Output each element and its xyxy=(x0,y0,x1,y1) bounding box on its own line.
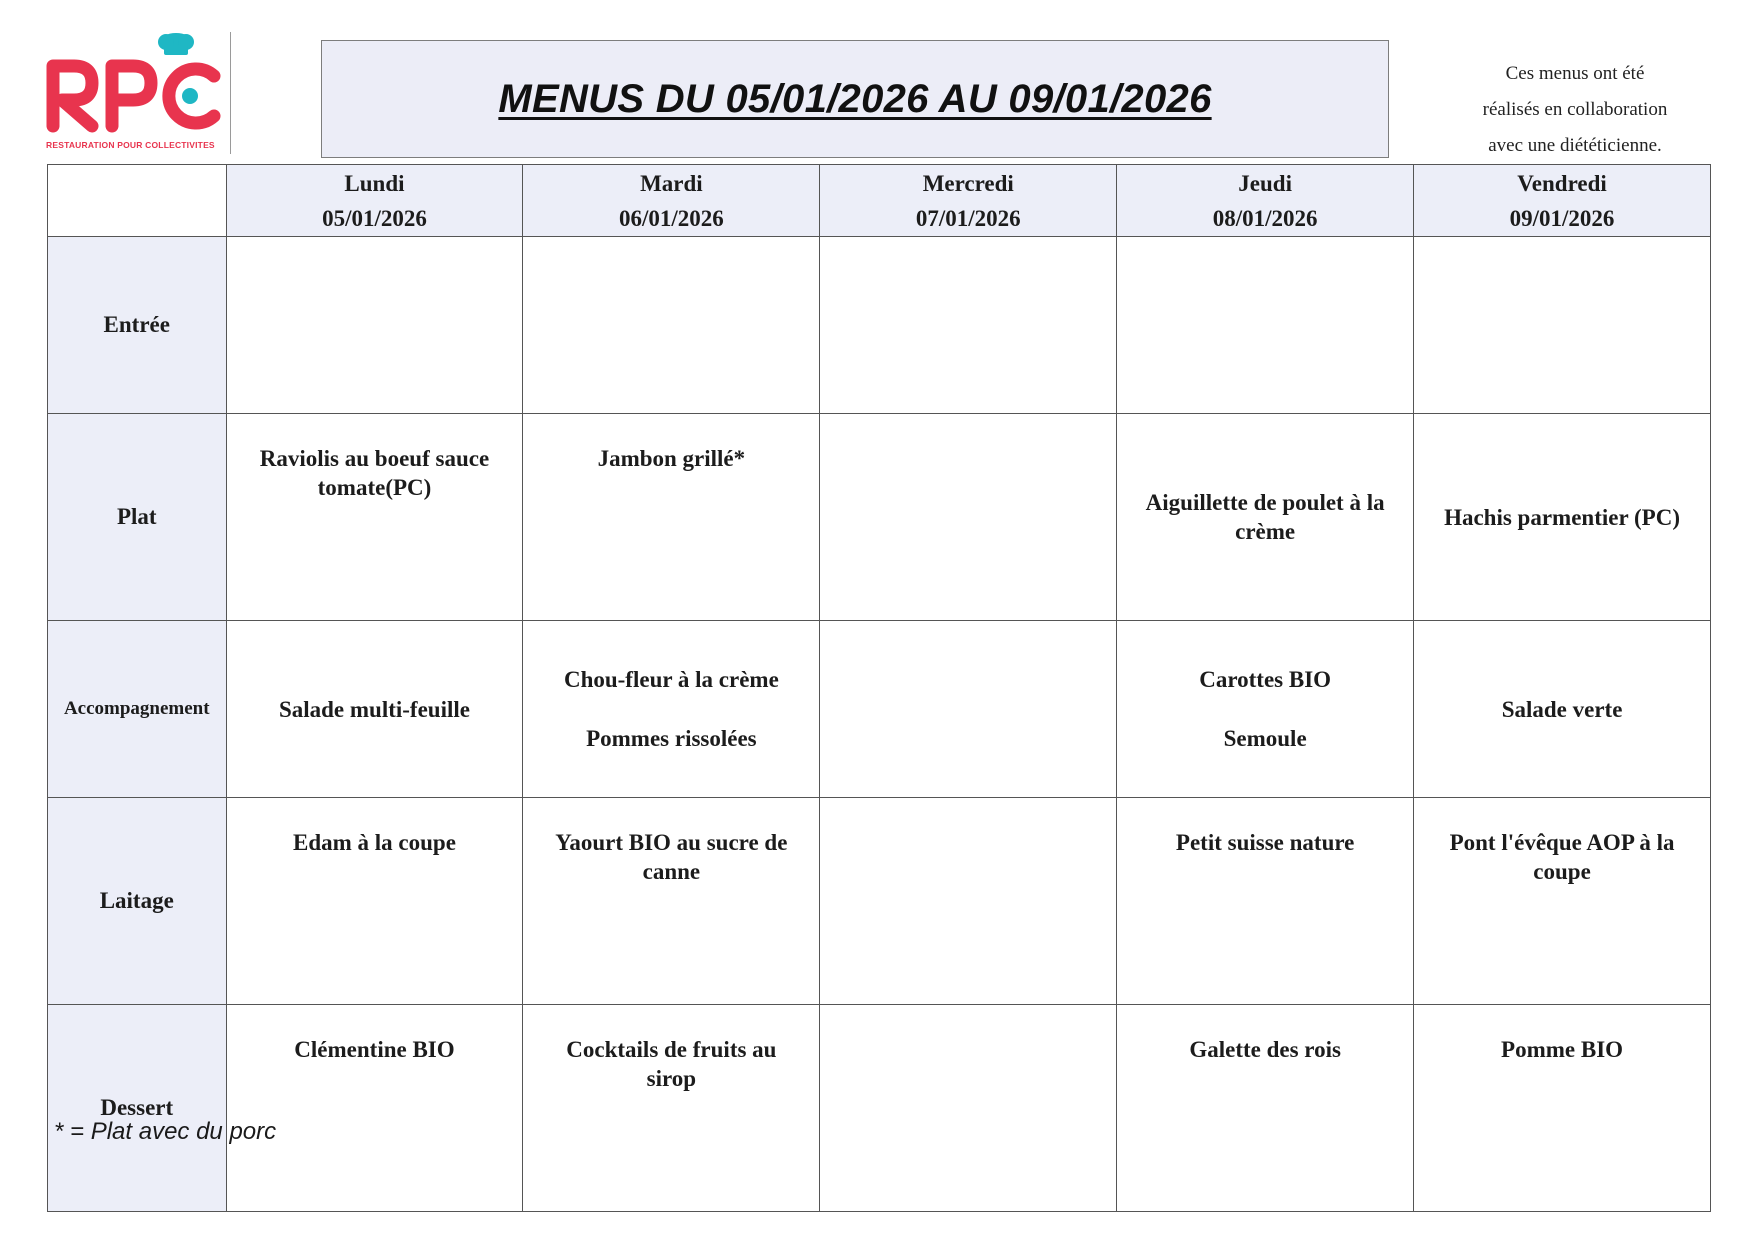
row-label-laitage: Laitage xyxy=(48,798,227,1005)
dish-line: Jambon grillé* xyxy=(597,446,746,471)
logo-subtitle: RESTAURATION POUR COLLECTIVITES xyxy=(46,140,215,150)
dessert-vendredi xyxy=(1414,1005,1711,1212)
dish-line: coupe xyxy=(1533,859,1591,884)
chef-hat-icon xyxy=(158,33,194,55)
dessert-jeudi xyxy=(1117,1005,1414,1212)
dietitian-note xyxy=(1430,56,1720,164)
plat-mardi xyxy=(523,414,820,621)
plat-lundi xyxy=(226,414,523,621)
dessert-mercredi xyxy=(820,1005,1117,1212)
accompagnement-jeudi xyxy=(1117,621,1414,798)
dish-line: Edam à la coupe xyxy=(293,830,456,855)
day-name: Mercredi xyxy=(922,171,1014,196)
logo-letter-r xyxy=(53,66,92,126)
laitage-mercredi xyxy=(820,798,1117,1005)
logo-letter-p xyxy=(112,66,151,126)
menu-table xyxy=(47,164,1711,1212)
day-header-mercredi xyxy=(820,165,1117,237)
day-header-lundi xyxy=(226,165,523,237)
dish-line: Salade multi-feuille xyxy=(278,696,470,722)
day-name: Vendredi xyxy=(1517,171,1607,196)
day-name: Mardi xyxy=(640,171,703,196)
dish-line: Semoule xyxy=(1223,726,1307,751)
dish-line: Aiguillette de poulet à la xyxy=(1145,490,1385,515)
row-label-accompagnement: Accompagnement xyxy=(48,621,227,798)
row-laitage xyxy=(48,798,1711,1005)
dish-line: Galette des rois xyxy=(1189,1037,1341,1062)
entree-vendredi xyxy=(1414,237,1711,414)
entree-mercredi xyxy=(820,237,1117,414)
row-label-dessert: Dessert xyxy=(48,1005,227,1212)
plat-vendredi xyxy=(1414,414,1711,621)
dish-line: canne xyxy=(642,859,701,884)
dietitian-note-line-3: avec une diététicienne. xyxy=(1488,135,1662,156)
day-name: Jeudi xyxy=(1238,171,1292,196)
dish-line: Yaourt BIO au sucre de xyxy=(555,830,788,855)
row-entree xyxy=(48,237,1711,414)
day-header-mardi xyxy=(523,165,820,237)
dietitian-note-line-2: réalisés en collaboration xyxy=(1482,99,1668,120)
dish-line: tomate(PC) xyxy=(317,475,432,500)
dish-line: Pommes rissolées xyxy=(586,726,757,751)
dish-line: Raviolis au boeuf sauce xyxy=(259,446,490,471)
dessert-lundi xyxy=(226,1005,523,1212)
dietitian-note-line-1: Ces menus ont été xyxy=(1505,63,1645,84)
row-dessert xyxy=(48,1005,1711,1212)
dish-line: Clémentine BIO xyxy=(294,1037,455,1062)
line-gap xyxy=(1127,694,1403,724)
page-title: MENUS DU 05/01/2026 AU 09/01/2026 xyxy=(498,76,1212,121)
rpc-logo-mark xyxy=(44,32,228,136)
entree-jeudi xyxy=(1117,237,1414,414)
dish-line: crème xyxy=(1235,519,1296,544)
row-label-entree: Entrée xyxy=(48,237,227,414)
pork-footnote: * = Plat avec du porc xyxy=(54,1118,277,1145)
dish-line: Hachis parmentier (PC) xyxy=(1444,504,1680,530)
day-name: Lundi xyxy=(344,171,405,196)
day-date: 09/01/2026 xyxy=(1509,206,1615,231)
accompagnement-mardi xyxy=(523,621,820,798)
day-header-jeudi xyxy=(1117,165,1414,237)
accompagnement-lundi xyxy=(226,621,523,798)
row-accompagnement xyxy=(48,621,1711,798)
entree-mardi xyxy=(523,237,820,414)
plat-jeudi xyxy=(1117,414,1414,621)
dish-line: Cocktails de fruits au xyxy=(566,1037,777,1062)
logo-letter-c xyxy=(169,69,214,123)
dish-line: Pont l'évêque AOP à la xyxy=(1449,830,1675,855)
day-header-vendredi xyxy=(1414,165,1711,237)
day-date: 08/01/2026 xyxy=(1212,206,1318,231)
row-plat xyxy=(48,414,1711,621)
day-date: 07/01/2026 xyxy=(915,206,1021,231)
accompagnement-mercredi xyxy=(820,621,1117,798)
laitage-jeudi xyxy=(1117,798,1414,1005)
accompagnement-vendredi xyxy=(1414,621,1711,798)
dish-line: Pomme BIO xyxy=(1501,1037,1624,1062)
title-box xyxy=(321,40,1389,158)
dessert-mardi xyxy=(523,1005,820,1212)
line-gap xyxy=(533,694,809,724)
laitage-lundi xyxy=(226,798,523,1005)
laitage-mardi xyxy=(523,798,820,1005)
row-label-plat: Plat xyxy=(48,414,227,621)
dish-line: Petit suisse nature xyxy=(1175,830,1355,855)
dish-line: Carottes BIO xyxy=(1199,667,1332,692)
day-date: 06/01/2026 xyxy=(618,206,724,231)
plat-mercredi xyxy=(820,414,1117,621)
day-date: 05/01/2026 xyxy=(322,206,427,231)
corner-cell xyxy=(48,165,227,237)
rpc-logo xyxy=(44,32,231,154)
day-header-row xyxy=(48,165,1711,237)
dish-line: Chou-fleur à la crème xyxy=(563,667,779,692)
dish-line: Salade verte xyxy=(1501,696,1623,722)
dish-line: sirop xyxy=(646,1066,697,1091)
entree-lundi xyxy=(226,237,523,414)
laitage-vendredi xyxy=(1414,798,1711,1005)
